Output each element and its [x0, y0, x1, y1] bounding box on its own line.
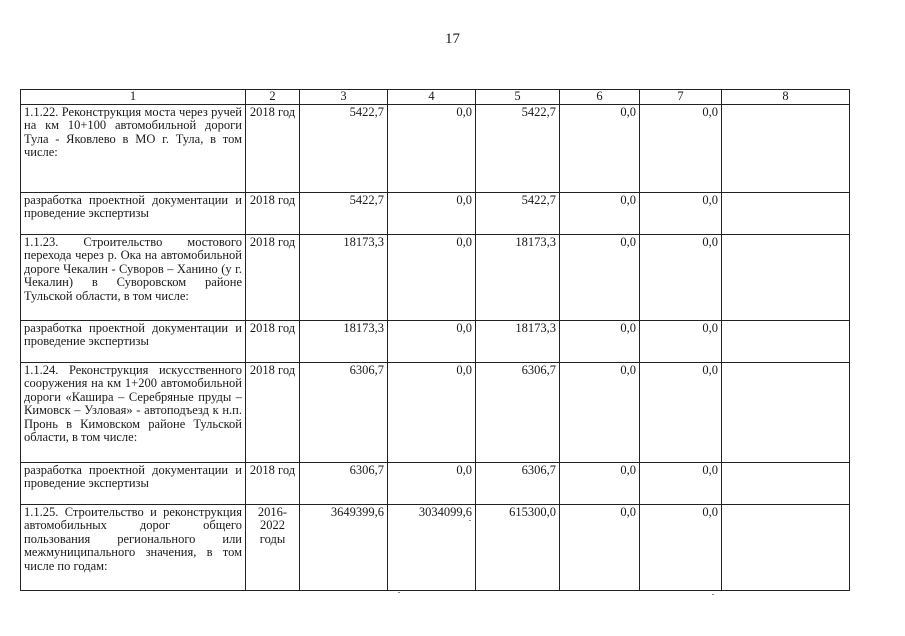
- cell-col4: 0,0: [388, 104, 476, 192]
- table-row: [21, 362, 850, 462]
- cell-col6: 0,0: [560, 234, 640, 320]
- cell-col5: 18173,3: [476, 320, 560, 362]
- row-period: 2018 год: [246, 362, 300, 462]
- column-header: 5: [476, 90, 560, 105]
- table-row: [21, 504, 850, 590]
- cell-col6: 0,0: [560, 104, 640, 192]
- budget-table: [20, 89, 850, 591]
- cell-col8: [722, 462, 850, 504]
- row-description: 1.1.24. Реконструкция искусственного сооружения на км 1+200 автомобильной дороги «Кашира – Серебряные пруды – Кимовск – Узловая» - автоподъезд к н.п. Пронь в Кимовском районе Тульской области, в том числе:: [21, 362, 246, 462]
- column-header: 3: [300, 90, 388, 105]
- table-row: [21, 462, 850, 504]
- cell-col7: 0,0: [640, 504, 722, 590]
- cell-col7: 0,0: [640, 192, 722, 234]
- cell-col4: 0,0: [388, 462, 476, 504]
- cell-col4: 0,0: [388, 192, 476, 234]
- row-period: 2018 год: [246, 104, 300, 192]
- cell-col7: 0,0: [640, 234, 722, 320]
- cell-col8: [722, 504, 850, 590]
- cell-col3: 18173,3: [300, 234, 388, 320]
- header-row: [21, 90, 850, 105]
- cell-col5: 615300,0: [476, 504, 560, 590]
- row-period: 2018 год: [246, 192, 300, 234]
- column-header: 2: [246, 90, 300, 105]
- row-description: разработка проектной документации и проведение экспертизы: [21, 192, 246, 234]
- cell-col3: 5422,7: [300, 192, 388, 234]
- row-period: 2016-2022 годы: [246, 504, 300, 590]
- cell-col5: 5422,7: [476, 104, 560, 192]
- scan-speck: [712, 594, 714, 595]
- cell-col6: 0,0: [560, 462, 640, 504]
- scan-speck: [469, 520, 471, 521]
- page-number: 17: [445, 31, 460, 47]
- row-description: разработка проектной документации и проведение экспертизы: [21, 320, 246, 362]
- cell-col4: 0,0: [388, 234, 476, 320]
- row-period: 2018 год: [246, 462, 300, 504]
- column-header: 6: [560, 90, 640, 105]
- column-header: 7: [640, 90, 722, 105]
- row-period: 2018 год: [246, 320, 300, 362]
- column-header: 8: [722, 90, 850, 105]
- cell-col3: 18173,3: [300, 320, 388, 362]
- column-header: 1: [21, 90, 246, 105]
- cell-col8: [722, 362, 850, 462]
- cell-col6: 0,0: [560, 362, 640, 462]
- cell-col5: 5422,7: [476, 192, 560, 234]
- table-row: [21, 234, 850, 320]
- cell-col8: [722, 234, 850, 320]
- column-header: 4: [388, 90, 476, 105]
- table-row: [21, 320, 850, 362]
- cell-col5: 6306,7: [476, 362, 560, 462]
- cell-col6: 0,0: [560, 504, 640, 590]
- cell-col7: 0,0: [640, 320, 722, 362]
- cell-col4: 0,0: [388, 362, 476, 462]
- table-row: [21, 104, 850, 192]
- cell-col8: [722, 320, 850, 362]
- cell-col3: 6306,7: [300, 362, 388, 462]
- cell-col7: 0,0: [640, 362, 722, 462]
- row-description: 1.1.23. Строительство мостового перехода через р. Ока на автомобильной дороге Чекалин - Суворов – Ханино (у г. Чекалин) в Суворовском районе Тульской области, в том числе:: [21, 234, 246, 320]
- cell-col8: [722, 104, 850, 192]
- scan-speck: [398, 592, 400, 593]
- cell-col6: 0,0: [560, 320, 640, 362]
- row-description: 1.1.22. Реконструкция моста через ручей на км 10+100 автомобильной дороги Тула - Яковлево в МО г. Тула, в том числе:: [21, 104, 246, 192]
- cell-col5: 6306,7: [476, 462, 560, 504]
- table-row: [21, 192, 850, 234]
- cell-col4: 3034099,6: [388, 504, 476, 590]
- cell-col5: 18173,3: [476, 234, 560, 320]
- row-period: 2018 год: [246, 234, 300, 320]
- row-description: 1.1.25. Строительство и реконструкция автомобильных дорог общего пользования регионального или межмуниципального значения, в том числе по годам:: [21, 504, 246, 590]
- cell-col8: [722, 192, 850, 234]
- cell-col6: 0,0: [560, 192, 640, 234]
- cell-col7: 0,0: [640, 462, 722, 504]
- cell-col4: 0,0: [388, 320, 476, 362]
- row-description: разработка проектной документации и проведение экспертизы: [21, 462, 246, 504]
- cell-col7: 0,0: [640, 104, 722, 192]
- cell-col3: 3649399,6: [300, 504, 388, 590]
- cell-col3: 5422,7: [300, 104, 388, 192]
- cell-col3: 6306,7: [300, 462, 388, 504]
